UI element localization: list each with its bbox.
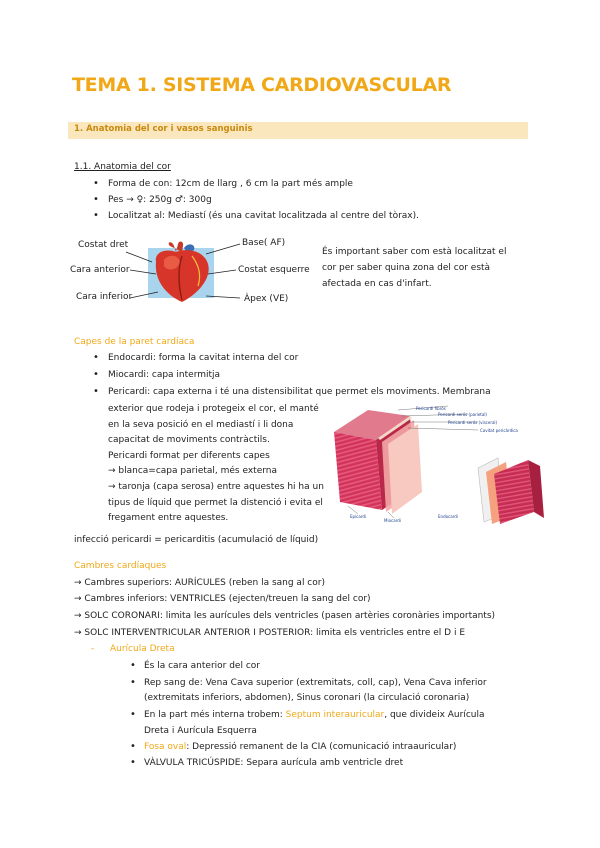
auricula-marker: - bbox=[91, 644, 95, 654]
list-item: • Forma de con: 12cm de llarg , 6 cm la part més ample bbox=[108, 178, 353, 190]
list-item: • És la cara anterior del cor bbox=[144, 660, 260, 672]
text-line: Pericardi format per diferents capes bbox=[108, 450, 270, 461]
text-line: tipus de líquid que permet la distenció i evita el bbox=[108, 497, 323, 508]
list-item: • Pes → ♀: 250g ♂: 300g bbox=[108, 194, 212, 206]
text-line: → blanca=capa parietal, més externa bbox=[108, 466, 278, 477]
diagram-label: Pericardi serós (parietal) bbox=[438, 412, 487, 417]
heart-label: Cara anterior bbox=[70, 265, 130, 275]
text-span: , que divideix Aurícula bbox=[384, 710, 485, 720]
text-line: capacitat de moviments contràctils. bbox=[108, 435, 270, 446]
heart-note bbox=[322, 244, 506, 292]
diagram-label: Endocardi bbox=[438, 514, 458, 519]
note-line: afectada en cas d'infart. bbox=[322, 279, 432, 289]
heart-label: Cara inferior bbox=[76, 292, 133, 302]
cambres-line: → Cambres inferiors: VENTRICLES (ejecten/treuen la sang del cor) bbox=[74, 594, 371, 604]
text-line: exterior que rodeja i protegeix el cor, el manté bbox=[108, 404, 319, 414]
diagram-label: Epicardi bbox=[350, 514, 367, 519]
cambres-line: → SOLC INTERVENTRICULAR ANTERIOR I POSTERIOR: limita els ventricles entre el D i E bbox=[74, 628, 465, 638]
cambres-line: → Cambres superiors: AURÍCULES (reben la sang al cor) bbox=[74, 578, 325, 588]
diagram-label: Pericardi fibrós bbox=[416, 406, 446, 411]
list-item bbox=[144, 741, 456, 753]
text-span: : Depressió remanent de la CIA (comunicació intraauricular) bbox=[186, 742, 457, 752]
list-item bbox=[144, 709, 485, 721]
text-line: fregament entre aquestes. bbox=[108, 513, 229, 524]
highlight-term: Fosa oval bbox=[144, 742, 187, 752]
pericardi-text bbox=[108, 402, 324, 527]
text-line: en la seva posició en el mediastí i li dona bbox=[108, 419, 294, 430]
pericarditis-note: infecció pericardi = pericarditis (acumulació de líquid) bbox=[74, 535, 319, 545]
heart-label: Costat esquerre bbox=[238, 265, 310, 275]
cambres-line: → SOLC CORONARI: limita les aurícules dels ventricles (pasen artèries coronàries importants) bbox=[74, 611, 496, 621]
section-heading: 1. Anatomia del cor i vasos sanguinis bbox=[74, 124, 253, 134]
list-item: • Rep sang de: Vena Cava superior (extremitats, coll, cap), Vena Cava inferior bbox=[144, 677, 487, 689]
list-item: • Localitzat al: Mediastí (és una cavitat localitzada al centre del tòrax). bbox=[108, 210, 419, 222]
list-item: • VÀLVULA TRICÚSPIDE: Separa aurícula amb ventricle dret bbox=[144, 757, 403, 769]
list-item: • Endocardi: forma la cavitat interna del cor bbox=[108, 352, 298, 364]
auricula-heading: Aurícula Dreta bbox=[110, 644, 175, 654]
diagram-label: Miocardi bbox=[384, 518, 401, 523]
pericardium-diagram bbox=[328, 402, 550, 526]
list-item-continuation: (extremitats inferiors, abdomen), Sinus coronari (la circulació coronaria) bbox=[144, 693, 470, 703]
cambres-heading: Cambres cardíaques bbox=[74, 561, 167, 571]
text-line: → taronja (capa serosa) entre aquestes hi ha un bbox=[108, 481, 324, 492]
list-item: • Pericardi: capa externa i té una distensibilitat que permet els moviments. Membrana bbox=[108, 386, 491, 398]
heart-label: Costat dret bbox=[78, 240, 129, 250]
highlight-term: Septum interauricular bbox=[285, 710, 385, 720]
pericardium-layers-image bbox=[328, 402, 550, 526]
heart-label: Àpex (VE) bbox=[244, 294, 289, 304]
list-item-continuation: Dreta i Aurícula Esquerra bbox=[144, 726, 257, 736]
subsection-heading: 1.1. Anatomia del cor bbox=[74, 162, 171, 172]
note-line: És important saber com està localitzat el bbox=[322, 247, 507, 257]
heart-label: Base( AF) bbox=[242, 238, 286, 248]
heart-figure bbox=[68, 234, 318, 314]
diagram-label: Pericardi serós (visceral) bbox=[448, 420, 498, 425]
note-line: cor per saber quina zona del cor està bbox=[322, 263, 491, 273]
list-item: • Miocardi: capa intermitja bbox=[108, 369, 220, 381]
diagram-label: Cavitat pericàrdica bbox=[480, 428, 518, 433]
page-title: TEMA 1. SISTEMA CARDIOVASCULAR bbox=[72, 74, 452, 96]
capes-heading: Capes de la paret cardíaca bbox=[74, 337, 195, 347]
text-span: En la part més interna trobem: bbox=[144, 710, 283, 720]
